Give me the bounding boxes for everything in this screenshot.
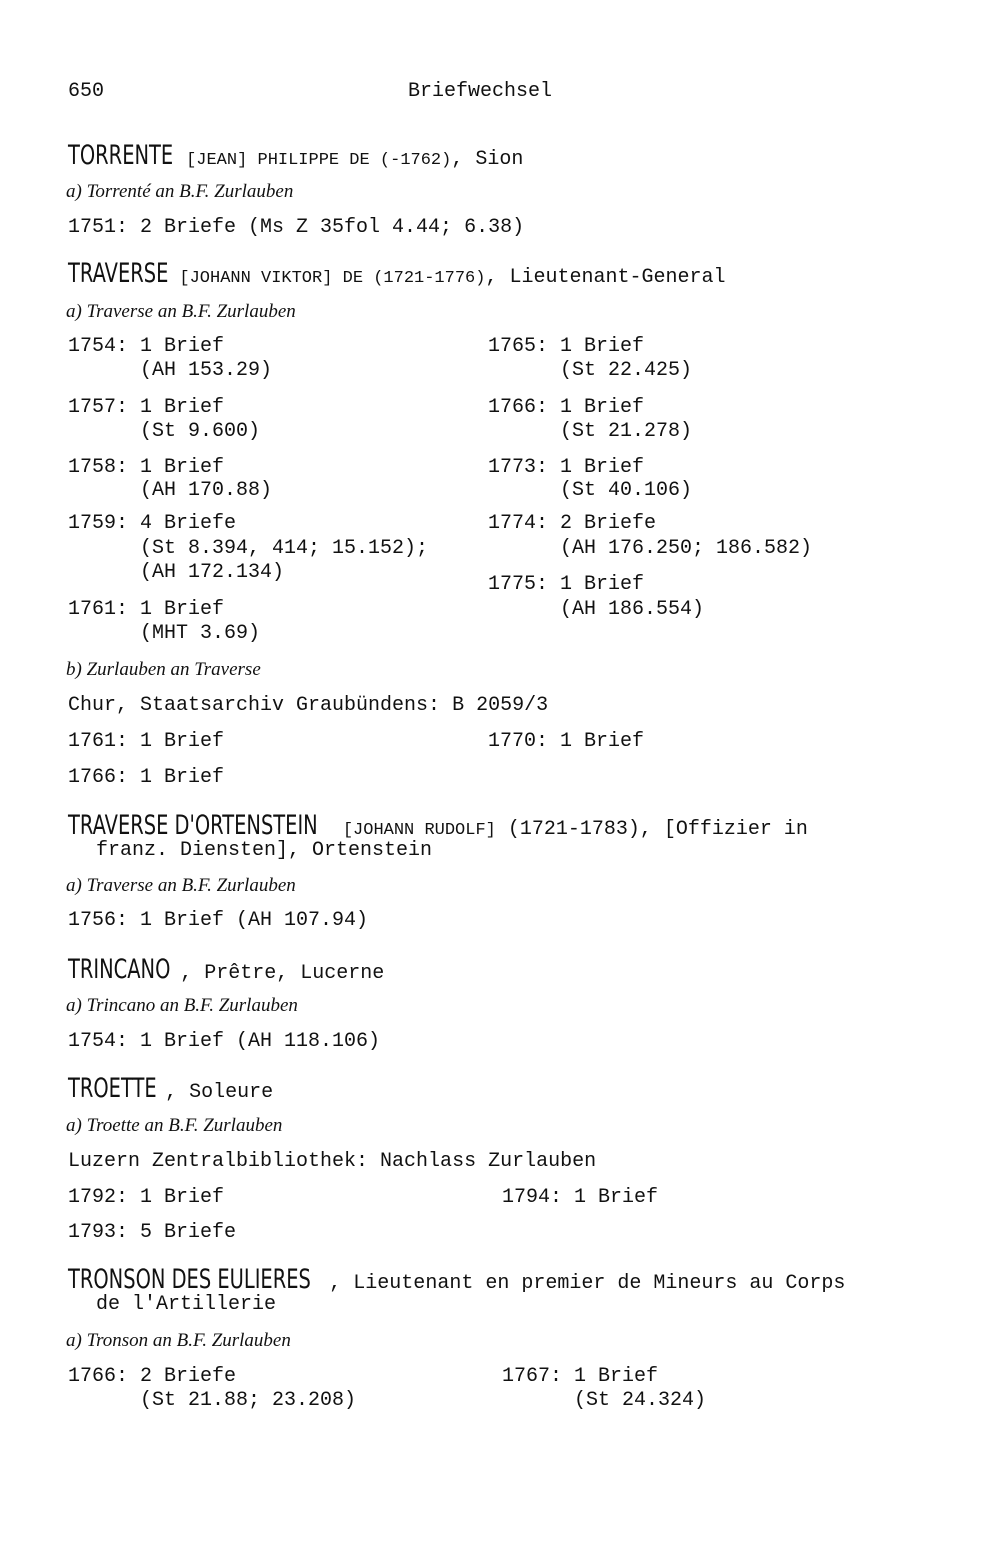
- entry-description-continued: franz. Diensten], Ortenstein: [96, 839, 433, 862]
- page-number: 650: [68, 80, 105, 103]
- entry-description: , Lieutenant en premier de Mineurs au Corps: [329, 1272, 846, 1295]
- letter-record: 1761: 1 Brief: [68, 598, 225, 621]
- entry-description: , Sion: [451, 148, 524, 171]
- section-a-heading: a) Troette an B.F. Zurlauben: [66, 1115, 283, 1136]
- letter-record: 1766: 2 Briefe: [68, 1365, 237, 1388]
- entry-description: , Lieutenant-General: [485, 266, 726, 289]
- entry-name: TRAVERSE: [68, 258, 169, 289]
- letter-reference: (St 8.394, 414; 15.152);: [68, 537, 429, 560]
- entry-description: , Prêtre, Lucerne: [180, 962, 385, 985]
- entry-name: TORRENTE: [68, 140, 174, 171]
- letter-reference: (St 24.324): [502, 1389, 707, 1412]
- entry-heading: [68, 258, 726, 291]
- running-title: Briefwechsel: [408, 80, 553, 103]
- section-a-heading: a) Tronson an B.F. Zurlauben: [66, 1330, 291, 1351]
- letter-record: 1761: 1 Brief: [68, 730, 225, 753]
- entry-given-name: [JOHANN RUDOLF]: [342, 821, 496, 840]
- letter-reference: (St 21.278): [488, 420, 693, 443]
- letter-record: 1765: 1 Brief: [488, 335, 645, 358]
- letter-reference: (MHT 3.69): [68, 622, 261, 645]
- archive-line: Chur, Staatsarchiv Graubündens: B 2059/3: [68, 694, 549, 717]
- letter-record: 1793: 5 Briefe: [68, 1221, 237, 1244]
- entry-heading: [68, 954, 384, 986]
- letter-reference: (AH 186.554): [488, 598, 705, 621]
- entry-heading: [68, 1264, 845, 1296]
- letter-record: 1754: 1 Brief (AH 118.106): [68, 1030, 381, 1053]
- letter-reference: (St 9.600): [68, 420, 261, 443]
- letter-record: 1794: 1 Brief: [502, 1186, 659, 1209]
- entry-name: TRAVERSE D'ORTENSTEIN: [68, 810, 318, 841]
- archive-line: Luzern Zentralbibliothek: Nachlass Zurlauben: [68, 1150, 597, 1173]
- letter-reference: (AH 170.88): [68, 479, 273, 502]
- entry-description: (1721-1783), [Offizier in: [495, 818, 808, 841]
- letter-record: 1792: 1 Brief: [68, 1186, 225, 1209]
- letter-record: 1766: 1 Brief: [488, 396, 645, 419]
- entry-description: , Soleure: [165, 1081, 274, 1104]
- letter-reference: (St 40.106): [488, 479, 693, 502]
- entry-given-name: [JOHANN VIKTOR] DE (1721-1776): [179, 269, 486, 288]
- letter-reference: (St 22.425): [488, 359, 693, 382]
- letter-reference: (AH 172.134): [68, 561, 285, 584]
- letter-record: 1766: 1 Brief: [68, 766, 225, 789]
- entry-name: TROETTE: [68, 1073, 157, 1104]
- letter-record: 1773: 1 Brief: [488, 456, 645, 479]
- section-a-heading: a) Trincano an B.F. Zurlauben: [66, 995, 298, 1016]
- letter-reference: (St 21.88; 23.208): [68, 1389, 357, 1412]
- letter-record: 1751: 2 Briefe (Ms Z 35fol 4.44; 6.38): [68, 216, 525, 239]
- letter-record: 1757: 1 Brief: [68, 396, 225, 419]
- entry-heading: [68, 1073, 273, 1105]
- letter-record: 1756: 1 Brief (AH 107.94): [68, 909, 369, 932]
- letter-record: 1774: 2 Briefe: [488, 512, 657, 535]
- letter-record: 1775: 1 Brief: [488, 573, 645, 596]
- entry-name: TRONSON DES EULIERES: [68, 1264, 311, 1295]
- letter-reference: (AH 153.29): [68, 359, 273, 382]
- entry-given-name: [JEAN] PHILIPPE DE (-1762): [186, 151, 452, 170]
- letter-record: 1759: 4 Briefe: [68, 512, 237, 535]
- section-a-heading: a) Torrenté an B.F. Zurlauben: [66, 181, 294, 202]
- entry-name: TRINCANO: [68, 954, 171, 985]
- letter-record: 1754: 1 Brief: [68, 335, 225, 358]
- letter-record: 1767: 1 Brief: [502, 1365, 659, 1388]
- section-b-heading: b) Zurlauben an Traverse: [66, 659, 261, 680]
- section-a-heading: a) Traverse an B.F. Zurlauben: [66, 875, 296, 896]
- entry-description-continued: de l'Artillerie: [96, 1293, 277, 1316]
- letter-reference: (AH 176.250; 186.582): [488, 537, 813, 560]
- entry-heading: [68, 140, 523, 173]
- letter-record: 1758: 1 Brief: [68, 456, 225, 479]
- letter-record: 1770: 1 Brief: [488, 730, 645, 753]
- section-a-heading: a) Traverse an B.F. Zurlauben: [66, 301, 296, 322]
